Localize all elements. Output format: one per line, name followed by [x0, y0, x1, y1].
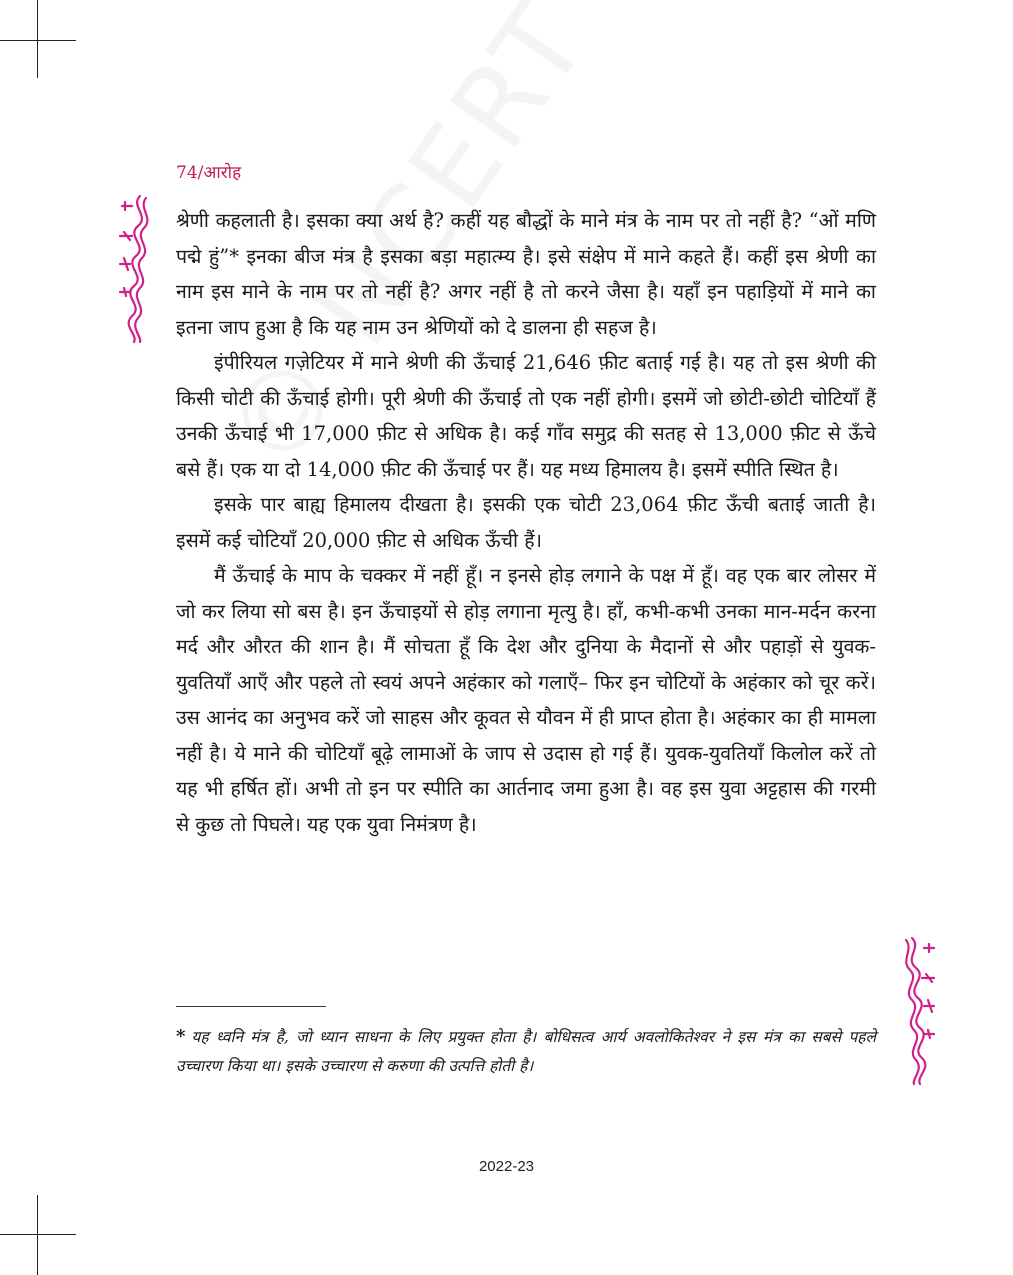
paragraph: इंपीरियल गज़ेटियर में माने श्रेणी की ऊँचाई 21,646 फ़ीट बताई गई है। यह तो इस श्रेणी की किसी चोटी की ऊँचाई होगी। पूरी श्रेणी की ऊँचाई तो एक नहीं होगी। इसमें जो छोटी-छोटी चोटियाँ हैं उनकी ऊँचाई भी 17,000 फ़ीट से अधिक है। कई गाँव समुद्र की सतह से 13,000 फ़ीट से ऊँचे बसे हैं। एक या दो 14,000 फ़ीट की ऊँचाई पर हैं। यह मध्य हिमालय है। इसमें स्पीति स्थित है। — [176, 351, 876, 481]
crop-mark-top-left-h — [0, 40, 76, 41]
right-margin-ornament-icon — [898, 934, 942, 1086]
left-margin-ornament-icon — [112, 192, 156, 344]
paragraph: श्रेणी कहलाती है। इसका क्या अर्थ है? कहीं यह बौद्धों के माने मंत्र के नाम पर तो नहीं है? “ओं मणि पद्मे हुं”* इनका बीज मंत्र है इसका बड़ा महात्म्य है। इसे संक्षेप में माने कहते हैं। कहीं इस श्रेणी का नाम इस माने के नाम पर तो नहीं है? अगर नहीं है तो करने जैसा है। यहाँ इन पहाड़ियों में माने का इतना जाप हुआ है कि यह नाम उन श्रेणियों को दे डालना ही सहज है। — [176, 209, 876, 339]
crop-mark-bottom-left-h — [0, 1234, 76, 1235]
paragraph: मैं ऊँचाई के माप के चक्कर में नहीं हूँ। न इनसे होड़ लगाने के पक्ष में हूँ। वह एक बार लोसर में जो कर लिया सो बस है। इन ऊँचाइयों से होड़ लगाना मृत्यु है। हाँ, कभी-कभी उनका मान-मर्दन करना मर्द और औरत की शान है। मैं सोचता हूँ कि देश और दुनिया के मैदानों से और पहाड़ों से युवक-युवतियाँ आएँ और पहले तो स्वयं अपने अहंकार को गलाएँ– फिर इन चोटियों के अहंकार को चूर करें। उस आनंद का अनुभव करें जो साहस और कूवत से यौवन में ही प्राप्त होता है। अहंकार का ही मामला नहीं है। ये माने की चोटियाँ बूढ़े लामाओं के जाप से उदास हो गई हैं। युवक-युवतियाँ किलोल करें तो यह भी हर्षित हों। अभी तो इन पर स्पीति का आर्तनाद जमा हुआ है। वह इस युवा अट्टहास की गरमी से कुछ तो पिघले। यह एक युवा निमंत्रण है। — [176, 564, 876, 836]
footnote-divider — [176, 1006, 326, 1007]
main-text — [176, 203, 876, 842]
footer-year: 2022-23 — [478, 1158, 535, 1175]
paragraph: इसके पार बाह्य हिमालय दीखता है। इसकी एक चोटी 23,064 फ़ीट ऊँची बताई जाती है। इसमें कई चोटियाँ 20,000 फ़ीट से अधिक ऊँची हैं। — [176, 493, 876, 552]
footnote-text: यह ध्वनि मंत्र है, जो ध्यान साधना के लिए प्रयुक्त होता है। बोधिसत्व आर्य अवलोकितेश्वर ने इस मंत्र का सबसे पहले उच्चारण किया था। इसके उच्चारण से करुणा की उत्पत्ति होती है। — [176, 1028, 876, 1075]
footnote-marker: * — [176, 1026, 186, 1047]
crop-mark-top-left-v — [37, 0, 38, 78]
crop-mark-bottom-left-v — [37, 1195, 38, 1275]
running-header: 74/आरोह — [176, 163, 242, 183]
footnote — [176, 1022, 876, 1081]
